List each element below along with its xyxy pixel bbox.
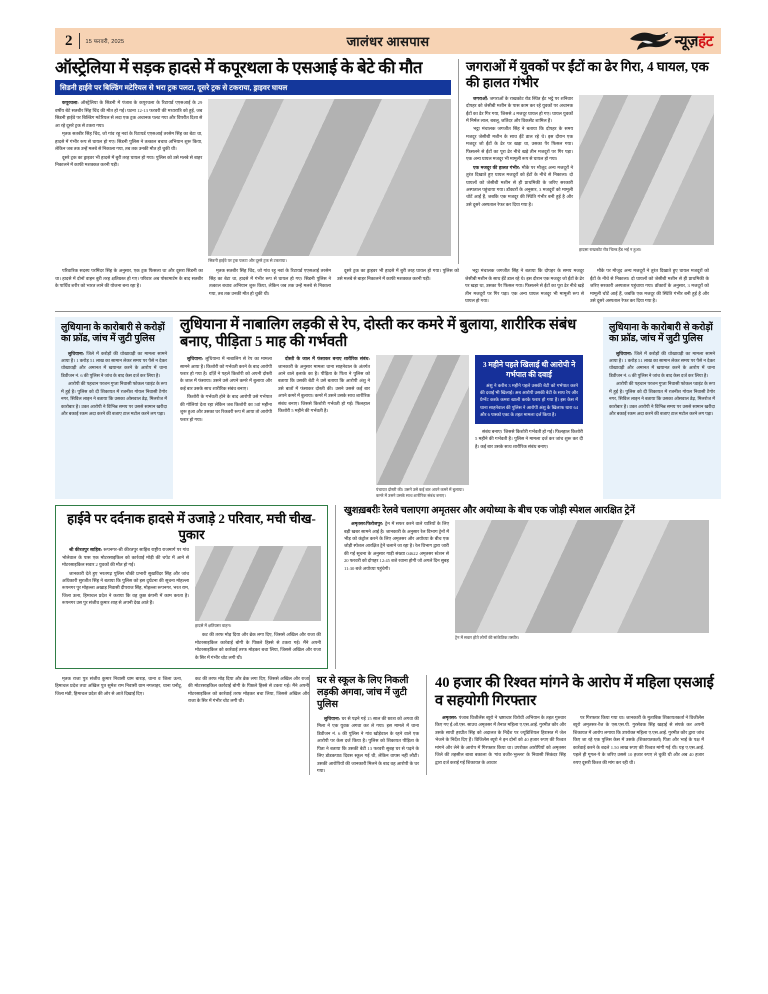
bribe-body-column-2: पर गिरफ्तार किया गया था। जानकारी के मुताबिक शिकायतकर्ता ने विजीलेंस ब्यूरो अमृतसर-रेंज के एस.एस.पी. गुरसेवक सिंह खड़ाई से संपर्क कर अपनी शिकायत में आरोप लगाया कि उपरोक्त महिला ए.एस.आई. गुरमीत कौर द्वारा जांच किए जा रहे एक पुलिस केस में उसके (शिकायतकर्ता) पिता और भाई के पक्ष में कार्रवाई करने के बदले 1.50 लाख रुपए की रिश्वत मांगी गई थी। यह ए.एस.आई. पहले ही गूगल-पे के जरिए उससे 10 हजार रुपए ले चुकी थी और अब 40 हजार रुपए दूसरी किश्त की मांग कर रही थी। <box>573 715 704 765</box>
bricks-headline: जगराओं में युवकों पर ईंटों का ढेर गिरा, 4 घायल, एक की हालत गंभीर <box>466 59 709 90</box>
rape-body-column-1: लुधियाना: लुधियाना में नाबालिग से रेप का मामला सामने आया है। किशोरी को गर्भवती करने के बाद आरोपी फरार हो गया है। दर्ज़ि ने पहले किशोरी को अपनी दोस्ती के जाल में फंसाया। उसने उसे अपने कमरे में बुलाया और कई बार उसके साथ शारीरिक संबंध बनाए। किशोरी के गर्भवती होने के बाद आरोपी उसे गर्भपात की गोलियां देता रहा लेकिन जब किशोरी का 5वां महीना शुरू हुआ और उसका घर रिकवरी रूप में आया तो आरोपी फरार हो गया। <box>180 356 272 422</box>
kidnap-dateline: लुधियाना: <box>324 715 341 721</box>
bribe-story <box>427 675 721 775</box>
bricks-body-column-1: जगराओं: जगराओं के राखकोट रोड स्थित ईंट भट्ठे पर शनिवार दोपहर को जेसीबी मशीन के पास काम कर रहे युवकों पर अचानक ईंटों का ढेर गिर गया, जिससे 4 मजदूर घायल हो गए। घायल युवकों में निर्मल लाल, बबलू, जतिंदर और विकसेंट शामिल हैं। भट्ठा मंचालक जगजीत सिंह ने बताया कि दोपहर के समय मजदूर जेसीबी मशीन के साथ ईंटें डाल रहे थे। इस दौरान एक मजदूर जो ईंटों के ढेर पर खड़ा था, उसका पैर फिसल गया। फिसलने से ईंटों का पूरा ढेर नीचे खड़े तीन मजदूरों पर गिर पड़ा। एक अन्य घायल मजदूर भी मामूली रूप से घायल हो गया। एक मजदूर की हालत गंभीर: मौके पर मौजूद अन्य मजदूरों ने तुरंत दिखाते हुए घायल मजदूरों को ईंटों के नीचे से निकाला। दो घायलों को जेसीबी मशीन से ही प्राथमिकी के जरिए सरकारी अस्पताल पहुंचाया गया। डॉक्टरों के अनुसार, 3 मजदूरों को मामूली चोटें आईं हैं, जबकि एक मजदूर की स्थिति गंभीर बनी हुई है और उसे दूसरे अस्पताल रेफर कर दिया गया है। <box>466 95 573 207</box>
highlight-box-headline: 3 महीने पहले खिलाई थी आरोपी ने गर्भपात की दवाई <box>482 360 576 379</box>
eagle-icon <box>628 30 674 52</box>
lead-photo-wrap <box>208 99 451 264</box>
highway-continuation-b: कट की तरफ मोड़ दिया और ब्रेक लगा दिए, जिससे अखिल और राजा की मोटरसाइकिल कार्रवाई बोगी के पिछले हिस्से से टकरा गई। मैंने अपनी मोटरसाइकिल को कार्रवाई तरफ मोड़कर बचा लिया, जिससे अखिल और राजा के सिर में गंभीर चोट लगी थी। <box>188 676 309 704</box>
page-number: 2 <box>65 32 73 49</box>
kidnap-headline: घर से स्कूल के लिए निकली लड़की अगवा, जांच में जुटी पुलिस <box>317 675 409 710</box>
highway-story <box>55 505 328 669</box>
bribe-dateline: अमृतसर: <box>442 715 458 721</box>
abortion-highlight-box <box>475 355 583 424</box>
highway-headline: हाईवे पर दर्दनाक हादसे में उजाड़े 2 परिवार, मची चीख-पुकार <box>67 511 316 542</box>
section-title: जालंधर आसपास <box>346 34 430 49</box>
middle-section <box>55 317 721 499</box>
train-body-column-1: अमृतसर/फिरोजपुर: ट्रेन में सफर करने वाले यात्रियों के लिए बड़ी खबर सामने आई है। जानकारी के अनुसार रेल विभाग ट्रेनों में भीड़ को कंट्रोल करने के लिए अमृतसर और अयोध्या के बीच एक जोड़ी स्पेशल आरक्षित ट्रेनें चलाने जा रहा है। रेल विभाग द्वारा जारी की गई सूचना के अनुसार गाड़ी संख्या 04622 अमृतसर स्टेशन से 20 फरवरी को दोपहर 12:45 बजे रवाना होगी जो अगले दिन सुबह 11:30 बजे अयोध्या पहुंचेगी। <box>344 521 449 571</box>
publication-logo[interactable] <box>628 30 721 52</box>
rape-photo-caption: पंचायत दोस्ती की। उसने उसे कई बार अपने कमरे में बुलाया। कमरे में उसने उसके साथ शारीरिक संबंध बनाए। <box>376 487 464 499</box>
fraud-left-dateline: लुधियाना: <box>68 350 85 356</box>
bricks-continuation-a: भट्ठा मंचालक जगजीत सिंह ने बताया कि दोपहर के समय मजदूर जेसीबी मशीन के साथ ईंटें डाल रहे थे। इस दौरान एक मजदूर जो ईंटों के ढेर पर खड़ा था, उसका पैर फिसल गया। फिसलने से ईंटों का पूरा ढेर नीचे खड़े तीन मजदूरों पर गिर पड़ा। एक अन्य घायल मजदूर भी मामूली रूप से घायल हो गया। <box>465 268 584 304</box>
rape-story <box>173 317 603 499</box>
highway-continuation-a: मृतक राजा पुत्र संजीव कुमार निवासी ग्राम बाराड़, थाना व जिला ऊना, हिमाचल प्रदेश तथा अखिल पुत्र सुमेश राम निवासी ग्राम नगलाहर, थाना घनौटू, जिला मंडी, हिमाचल प्रदेश की ओर से आते दिखाई दिए। <box>55 676 182 696</box>
bricks-subhead: एक मजदूर की हालत गंभीर: <box>473 164 521 170</box>
kidnap-body: लुधियाना: घर से पढ़ने गई 15 साल की छात्रा को अगवा की मिला ने एक युवक अगवा कर ले गया। इस मामले में थाना डिवीजन नं. 6 की पुलिस ने गांव खोड़ेवाल के रहने वाले एक आरोपी पर केस दर्ज किया है। पुलिस को शिकायत पीड़िता के पिता ने बताया कि उसकी बेटी 13 फरवरी सुबह घर से पढ़ने के लिए डोडकपाठ दिवस स्कूल गई थी, लेकिन वापस नहीं लौटी। उसकी आरोपियों की जानकारी मिलने के बाद वह आरोपी के घर गया। <box>317 715 419 774</box>
bricks-dateline: जगराओं: <box>473 95 489 101</box>
train-photo-wrap <box>455 520 709 641</box>
train-story <box>335 505 721 669</box>
lead-continuation-a: परिवारिक सदस्य परमिंदर सिंह के अनुसार, एक ट्रक फिसला था और दूसरा सिडनी का था। हादसे में दोनों वाहन बुरी तरह क्षतिग्रस्त हो गए। परिवार अब पोस्टमार्टम के बाद सतबीर के पार्थिव शरीर को भारत लाने की योजना बना रहा है। <box>55 268 203 289</box>
bottom-section <box>55 675 721 775</box>
bricks-continuation-b: मौके पर मौजूद अन्य मजदूरों ने तुरंत दिखाते हुए घायल मजदूरों को ईंटों के नीचे से निकाला। दो घायलों को जेसीबी मशीन से ही प्राथमिकी के जरिए सरकारी अस्पताल पहुंचाया गया। डॉक्टरों के अनुसार, 3 मजदूरों को मामूली चोटें आईं हैं, जबकि एक मजदूर की स्थिति गंभीर बनी हुई है और उसे दूसरे अस्पताल रेफर कर दिया गया है। <box>590 268 709 304</box>
highlight-box-text: अंशु ने करीब 3 महीने पहले उसकी बेटी को गर्भपात करने की दवाई भी खिलाई। अब आरोपी उसकी बेटी के साथ रेप और प्रेग्नेंट करके कमरा खाली करके फरार हो गया है। इस केस में थाना साहनेवाल की पुलिस ने आरोपी अंशु के खिलाफ धारा 64 और 6 पास्को एक्ट के तहत मामला दर्ज किया है। <box>480 383 578 417</box>
lead-continuation-b: मृतक सतबीर सिंह चिंद, जो गांव रहू नवां के रिटायर्ड एएसआई तरसेम सिंह का बेटा था, हादसे में गंभीर रूप से घायल हो गए। सिडनी पुलिस ने तत्काल बचाव अभियान शुरू किया, लेकिन जब तक उन्हें मलबे से निकाला गया, तब तक उनकी मौत हो चुकी थी। <box>209 268 331 296</box>
highway-dateline: श्री कीरतपुर साहिब: <box>69 547 103 553</box>
fraud-right-dateline: लुधियाना: <box>616 350 633 356</box>
bricks-photo-wrap <box>579 95 714 253</box>
crowd-at-accident-site-photo <box>579 95 714 245</box>
highway-body-column-2: कट की तरफ मोड़ दिया और ब्रेक लगा दिए, जिससे अखिल और राजा की मोटरसाइकिल कार्रवाई बोगी के पिछले हिस्से से टकरा गई। मैंने अपनी मोटरसाइकिल को कार्रवाई तरफ मोड़कर बचा लिया, जिससे अखिल और राजा के सिर में गंभीर चोट लगी थी। <box>195 632 321 660</box>
publication-date: 15 फरवरी, 2025 <box>85 39 125 45</box>
distressed-victim-photo <box>376 355 469 485</box>
top-section <box>55 59 721 264</box>
lead-body-column-1: कपूरथला: ऑस्ट्रेलिया के सिडनी में पंजाब के कपूरथला के रिटायर्ड एएसआई के 29 वर्षीय बेटे सतबीर सिंह चिंद की मौत हो गई। घटना 12-13 फरवरी की मध्यरात्रि को हुई, जब सिडनी हाईवे पर बिल्डिंग मटेरियल से लदा एक ट्रक अचानक पलट गया और विपरीत दिशा से आ रहे दूसरे ट्रक से टकरा गया। मृतक सतबीर सिंह चिंद, जो गांव रहू नवां के रिटायर्ड एएसआई तरसेम सिंह का बेटा था, हादसे में गंभीर रूप से घायल हो गए। सिडनी पुलिस ने तत्काल बचाव अभियान शुरू किया, लेकिन जब तक उन्हें मलबे से निकाला गया, तब तक उनकी मौत हो चुकी थी। दूसरे ट्रक का ड्राइवर भी हादसे में बुरी तरह घायल हो गया। पुलिस को उसे मलबे से बाहर निकालने में काफी मशक्कत करनी पड़ी। <box>55 100 203 167</box>
lower-section <box>55 505 721 669</box>
lead-dateline: कपूरथला: <box>62 100 79 106</box>
highway-photo-caption: हादसे में क्षतिग्रस्त वाहन। <box>195 623 232 629</box>
newspaper-page <box>55 28 721 968</box>
damaged-car-night-photo <box>195 546 321 621</box>
lead-story <box>55 59 459 264</box>
lead-photo-caption: सिडनी हाईवे पर ट्रक पलटा और दूसरे ट्रक से टकराया। <box>208 258 287 264</box>
rape-headline: लुधियाना में नाबालिग लड़की से रेप, दोस्ती कर कमरे में बुलाया, शारीरिक संबंध बनाए, पीड़िता 5 माह की गर्भवती <box>180 316 577 350</box>
rape-dateline: लुधियाना: <box>187 356 204 362</box>
rape-photo-wrap <box>376 355 469 499</box>
rape-body-column-4: संबंध बनाए। जिससे किशोरी गर्भवती हो गई। फिलहाल किशोरी 5 महीने की गर्भवती है। पुलिस ने मामला दर्ज कर जांच शुरू कर दी है। कई बार उसके साथ शारीरिक संबंध बनाए। <box>475 429 583 449</box>
fraud-story-right <box>603 317 721 499</box>
logo-wordmark: न्यूज़हंट <box>674 34 713 50</box>
bricks-story <box>459 59 714 264</box>
rape-subhead: दोस्ती के जाल में फंसाकर बनाए शारीरिक संबंध: <box>285 356 370 362</box>
passengers-boarding-train-photo <box>455 520 709 633</box>
train-headline: खुशख़बरीः रेलवे चलाएगा अमृतसर और अयोध्या के बीच एक जोड़ी स्पेशल आरक्षित ट्रेनें <box>344 505 635 517</box>
highway-body-column-1: श्री कीरतपुर साहिब: रूपनगर-श्री कीरतपुर साहिब राष्ट्रीय राजमार्ग पर गांव भोलेवाल के पास एक मोटरसाइकिल को कार्रवाई मोड़ी की चपेट में आने से मोटरसाइकिल सवार 2 युवकों की मौत हो गई। जानकारी देते हुए भरतगढ़ पुलिस चौकी प्रभारी सुखविंदर सिंह और जांच अधिकारी सुरजीत सिंह ने बताया कि पुलिस को इस दुर्घटना की सूचना मोहल्ला रूपनगर पुर मोहल्ला अखाड़ निवासी दीपराज सिंह, मोहल्ला रूपनगर, भरत राम, जिला ऊना, हिमाचल प्रदेश ने कराया कि वह कुछ कंपनी में काम करता है। रूपनगर उस पुर संजीव कुमार शाह से अपनी देख आते हैं। <box>62 547 189 606</box>
train-dateline: अमृतसर/फिरोजपुर: <box>351 521 384 527</box>
lead-headline: ऑस्ट्रेलिया में सड़क हादसे में कपूरथला के एसआई के बेटे की मौत <box>55 58 423 77</box>
lead-subheadline: सिडनी हाईवे पर बिल्डिंग मटेरियल से भरा ट्रक पलटा, दूसरे ट्रक से टकराया, ड्राइवर घायल <box>55 80 451 95</box>
bribe-body-column-1: अमृतसर: पंजाब विजीलेंस ब्यूरो ने भ्रष्टाचार विरोधी अभियान के तहत गुरुवार किए गए ई.ओ.एस. साउथ अमृतसर में तैनात महिला ए.एस.आई. गुरमीत कौर और उसके साथी हरप्रीत सिंह को अदालत के निर्देश पर ज्यूडिशियल हिरासत में जेल भेजने के निर्देश दिए हैं। विजिलेंस ब्यूरो ने इन दोनों को 40 हजार रुपए की रिश्वत मांगने और लेने के आरोप में गिरफ्तार किया था। उपरोक्त आरोपियों को अमृतसर जिले की तहसील बाबा बकाला के 'गांव वजीर-भुल्लर' के निवासी सिकंदर सिंह द्वारा दर्ज कराई गई शिकायत के आधार <box>435 715 566 765</box>
masthead <box>55 28 721 54</box>
section-rule-1 <box>55 311 721 312</box>
fraud-left-body: लुधियाना: जिले में करोड़ों की धोखाधड़ी का मामला सामने आया है। 1 करोड़ 51 लाख का सामान लेकर समय पर पैसे न देकर धोखाधड़ी और अमानत में खयानत करने के आरोप में थाना डिवीजन नं. 6 की पुलिस ने जांच के बाद केस दर्ज कर लिया है। आरोपी की पहचान परशन गुप्ता निवासी फोकल प्वाइंट के रूप में हुई है। पुलिस को दी शिकायत में रजनीश गोयल निवासी टैगोर नगर, सिविल लाइन ने बताया कि उसका ओसवाल डेढ़, मिलरोज में कारोबार है। उक्त आरोपी ने विभिन्न समय पर उससे सामान खरीदा और बकाई रकम अदा करने की बजाए टाल मटोल करने लग पड़ा। <box>61 350 167 417</box>
lead-continuation-c: दूसरे ट्रक का ड्राइवर भी हादसे में बुरी तरह घायल हो गया। पुलिस को उसे मलबे से बाहर निकालने में काफी मशक्कत करनी पड़ी। <box>337 268 459 281</box>
highway-photo-wrap <box>195 546 321 662</box>
bricks-photo-caption: हादसा राखकोट रोड चिल्ड हैंड भई न हुआ। <box>579 246 642 252</box>
top-continuation-row <box>55 267 721 305</box>
bribe-headline: 40 हजार की रिश्वत मांगने के आरोप में महिला एसआई व सहयोगी गिरफ्तार <box>435 675 714 709</box>
fraud-right-body: लुधियाना: जिले में करोड़ों की धोखाधड़ी का मामला सामने आया है। 1 करोड़ 51 लाख का सामान लेकर समय पर पैसे न देकर धोखाधड़ी और अमानत में खयानत करने के आरोप में थाना डिवीजन नं. 6 की पुलिस ने जांच के बाद केस दर्ज कर लिया है। आरोपी की पहचान परशन गुप्ता निवासी फोकल प्वाइंट के रूप में हुई है। पुलिस को दी शिकायत में रजनीश गोयल निवासी टैगोर नगर, सिविल लाइन ने बताया कि उसका ओसवाल डेढ़, मिलरोज में कारोबार है। उक्त आरोपी ने विभिन्न समय पर उससे सामान खरीदा और बकाई रकम अदा करने की बजाए टाल मटोल करने लग पड़ा। <box>609 350 715 417</box>
fraud-story-left <box>55 317 173 499</box>
fraud-left-headline: लुधियाना के कारोबारी से करोड़ों का फ्रॉड, जांच में जुटी पुलिस <box>61 322 165 345</box>
abortion-highlight-box-wrap <box>475 355 583 499</box>
train-photo-caption: ट्रेन में सवार होते लोगों की सांकेतिक तस्वीर। <box>455 635 520 641</box>
rape-body-column-2: दोस्ती के जाल में फंसाकर बनाए शारीरिक संबंध: जानकारी के अनुसार मामला थाना साहनेवाल के अंतर्गत आने वाले इलाके का है। पीड़िता के पिता ने पुलिस को बताया कि उसकी बेटी ने उसे बताया कि आरोपी अंशु ने उसे बातों में फंसाकर दोस्ती की। उसने उससे कई बार अपने कमरे में बुलाया। कमरे में उसने उसके साथ शारीरिक संबंध बनाए। जिससे किशोरी गर्भवती हो गई। फिलहाल किशोरी 5 महीने की गर्भवती है। <box>278 356 370 414</box>
overturned-truck-photo <box>208 99 451 256</box>
kidnap-story <box>309 675 427 775</box>
fraud-right-headline: लुधियाना के कारोबारी से करोड़ों का फ्रॉड, जांच में जुटी पुलिस <box>609 322 713 345</box>
